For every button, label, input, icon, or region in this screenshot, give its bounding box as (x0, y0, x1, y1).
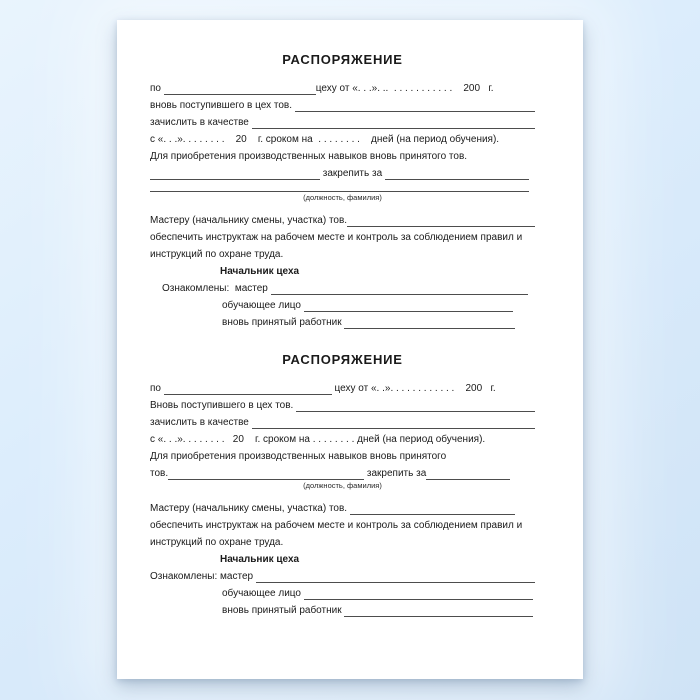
line-acknowledged-master (150, 567, 535, 584)
label-newcomer: Вновь поступившего в цех тов. (150, 400, 297, 411)
line-master (150, 499, 535, 516)
blank-master-name (350, 503, 515, 515)
line-chief (150, 262, 535, 279)
line-term (150, 430, 535, 447)
blank-trainer (304, 300, 513, 312)
line-ensure-2 (150, 245, 535, 262)
label-ensure-1: обеспечить инструктаж на рабочем месте и контроль за соблюдением правил и (150, 232, 523, 243)
label-enroll: зачислить в качестве (150, 417, 252, 428)
line-trainer (150, 296, 535, 313)
line-term (150, 130, 535, 147)
label-ensure-2: инструкций по охране труда. (150, 537, 284, 548)
line-enroll (150, 113, 535, 130)
blank-shop-name (164, 383, 332, 395)
label-assign-tov: тов. (150, 468, 169, 479)
label-master: Мастеру (начальнику смены, участка) тов. (150, 503, 350, 514)
order-form-1 (150, 20, 535, 330)
line-ensure-2 (150, 533, 535, 550)
line-chief (150, 550, 535, 567)
label-trainer: обучающее лицо (222, 300, 304, 311)
line-shop-date (150, 79, 535, 96)
label-new-worker: вновь принятый работник (222, 605, 345, 616)
line-newcomer (150, 396, 535, 413)
label-acknowledged-master: Ознакомлены: мастер (150, 571, 256, 582)
form-title: РАСПОРЯЖЕНИЕ (282, 352, 403, 367)
line-skills (150, 447, 535, 464)
form-title: РАСПОРЯЖЕНИЕ (282, 52, 403, 67)
blank-new-worker (344, 605, 533, 617)
label-ensure-1: обеспечить инструктаж на рабочем месте и контроль за соблюдением правил и (150, 520, 523, 531)
spacer (150, 203, 535, 211)
line-master (150, 211, 535, 228)
label-master: Мастеру (начальнику смены, участка) тов. (150, 215, 348, 226)
line-new-worker (150, 601, 535, 618)
label-new-worker: вновь принятый работник (222, 317, 345, 328)
blank-new-worker (344, 317, 515, 329)
label-chief: Начальник цеха (220, 554, 300, 565)
line-ensure-1 (150, 516, 535, 533)
blank-newcomer-name (295, 100, 535, 112)
blank-assign-to (426, 468, 510, 480)
line-skills (150, 147, 535, 164)
line-new-worker (150, 313, 535, 330)
label-chief: Начальник цеха (220, 266, 300, 277)
label-skills: Для приобретения производственных навыков вновь принятого тов. (150, 151, 468, 162)
label-shop-date: цеху от «. . .». .. . . . . . . . . . . . 200 г. (315, 83, 494, 94)
label-assign: закрепить за (320, 168, 385, 179)
line-assign (150, 464, 535, 481)
label-assign: закрепить за (364, 468, 427, 479)
line-newcomer (150, 96, 535, 113)
blank-newcomer-name (296, 400, 535, 412)
line-enroll (150, 413, 535, 430)
blank-assign-to (385, 168, 529, 180)
label-enroll: зачислить в качестве (150, 117, 252, 128)
blank-acknowledged-master (256, 571, 535, 583)
order-form-2 (150, 352, 535, 618)
blank-enroll-position (252, 417, 535, 429)
line-assign-continuation (150, 181, 535, 193)
blank-assign-name (168, 468, 364, 480)
label-ensure-2: инструкций по охране труда. (150, 249, 284, 260)
label-trainer: обучающее лицо (222, 588, 304, 599)
blank-enroll-position (252, 117, 535, 129)
blank-master-name (347, 215, 535, 227)
label-term: с «. . .». . . . . . . . 20 г. сроком на . . . . . . . . дней (на период обучения). (150, 134, 500, 145)
line-acknowledged-master (150, 279, 535, 296)
label-po: по (150, 383, 164, 394)
blank-shop-name (164, 83, 316, 95)
label-shop-date: цеху от «. .». . . . . . . . . . . . 200 г. (331, 383, 496, 394)
document-page (117, 20, 583, 679)
label-skills: Для приобретения производственных навыков вновь принятого (150, 451, 447, 462)
label-newcomer: вновь поступившего в цех тов. (150, 100, 295, 111)
label-po: по (150, 83, 164, 94)
blank-assign-continuation (150, 180, 529, 192)
line-trainer (150, 584, 535, 601)
spacer (150, 491, 535, 499)
label-acknowledged-master: Ознакомлены: мастер (162, 283, 271, 294)
line-ensure-1 (150, 228, 535, 245)
blank-trainer (304, 588, 533, 600)
blank-assign-name (150, 168, 320, 180)
line-assign (150, 164, 535, 181)
caption-position-surname: (должность, фамилия) (303, 481, 382, 490)
caption-position-surname: (должность, фамилия) (303, 193, 382, 202)
line-shop-date (150, 379, 535, 396)
blank-acknowledged-master (271, 283, 528, 295)
label-term: с «. . .». . . . . . . . 20 г. сроком на . . . . . . . . дней (на период обучения). (150, 434, 486, 445)
page-content (150, 20, 535, 618)
